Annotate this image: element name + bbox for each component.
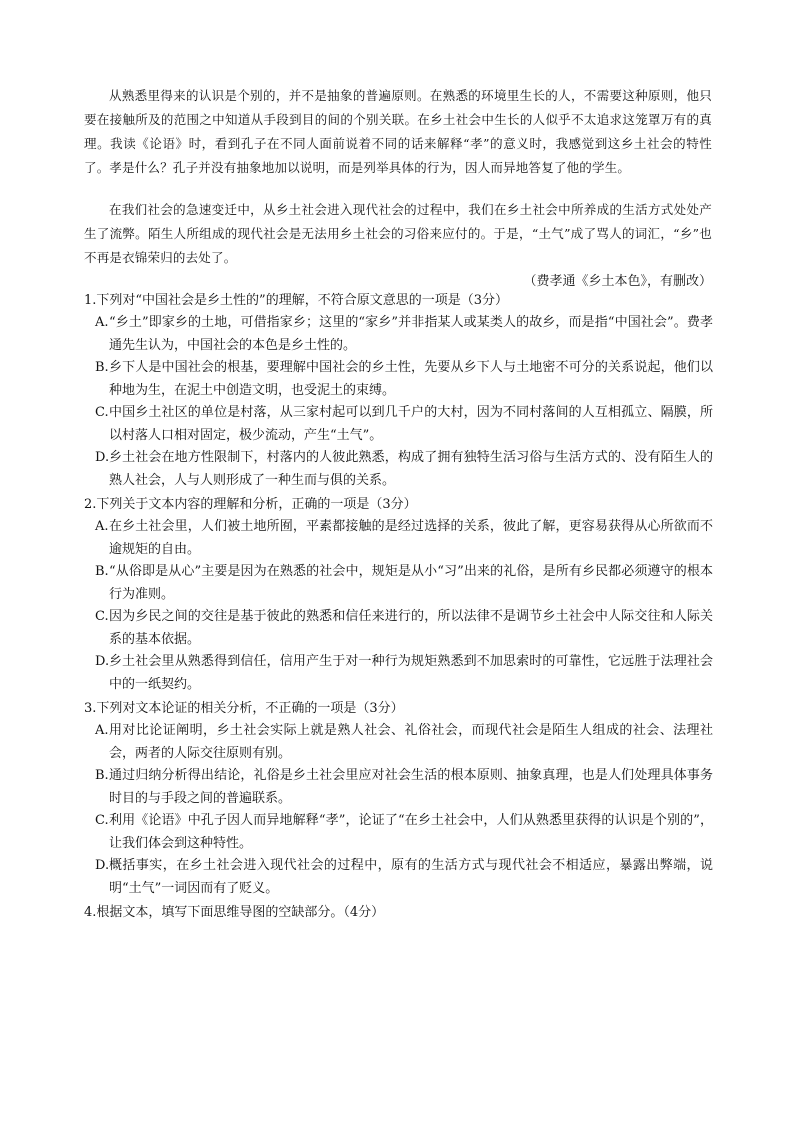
question-stem: 4.根据文本，填写下面思维导图的空缺部分。（4分） bbox=[84, 905, 385, 920]
question-stem: 1.下列对“中国社会是乡土性的”的理解，不符合原文意思的一项是（3分） bbox=[84, 293, 508, 308]
option-label: D. bbox=[95, 858, 110, 873]
option-a[interactable] bbox=[95, 720, 713, 765]
option-text: 在乡土社会里，人们被土地所囿，平素都接触的是经过选择的关系，彼此了解，更容易获得从心所欲而不逾规矩的自由。 bbox=[109, 519, 713, 557]
option-d[interactable] bbox=[95, 651, 713, 696]
question-stem: 3.下列对文本论证的相关分析，不正确的一项是（3分） bbox=[84, 701, 404, 716]
option-text: 通过归纳分析得出结论，礼俗是乡土社会里应对社会生活的根本原则、抽象真理，也是人们处理具体事务时目的与手段之间的普遍联系。 bbox=[109, 768, 713, 806]
option-b[interactable] bbox=[95, 765, 713, 810]
option-label: D. bbox=[95, 654, 110, 669]
option-label: B. bbox=[95, 768, 109, 783]
option-text: 乡土社会在地方性限制下，村落内的人彼此熟悉，构成了拥有独特生活习俗与生活方式的、没有陌生人的熟人社会，人与人则形成了一种生而与俱的关系。 bbox=[109, 450, 713, 488]
passage-paragraph-2: 在我们社会的急速变迁中，从乡土社会进入现代社会的过程中，我们在乡土社会中所养成的生活方式处处产生了流弊。陌生人所组成的现代社会是无法用乡土社会的习俗来应付的。于是，“土气”成了骂人的词汇，“乡”也不再是衣锦荣归的去处了。 bbox=[84, 202, 712, 265]
option-label: C. bbox=[95, 813, 109, 828]
option-text: 乡下人是中国社会的根基，要理解中国社会的乡土性，先要从乡下人与土地密不可分的关系说起，他们以种地为生，在泥土中创造文明，也受泥土的束缚。 bbox=[109, 360, 713, 398]
option-text: 中国乡土社区的单位是村落，从三家村起可以到几千户的大村，因为不同村落间的人互相孤立、隔膜，所以村落人口相对固定，极少流动，产生“土气”。 bbox=[109, 405, 713, 443]
option-text: 因为乡民之间的交往是基于彼此的熟悉和信任来进行的，所以法律不是调节乡土社会中人际交往和人际关系的基本依据。 bbox=[109, 609, 713, 647]
option-b[interactable] bbox=[95, 561, 713, 606]
option-text: 用对比论证阐明，乡土社会实际上就是熟人社会、礼俗社会，而现代社会是陌生人组成的社会、法理社会，两者的人际交往原则有别。 bbox=[109, 723, 713, 761]
option-text: 利用《论语》中孔子因人而异地解释“孝”，论证了“在乡土社会中，人们从熟悉里获得的认识是个别的”，让我们体会到这种特性。 bbox=[109, 813, 713, 851]
option-d[interactable] bbox=[95, 855, 713, 900]
option-text: “乡土”即家乡的土地，可借指家乡；这里的“家乡”并非指某人或某类人的故乡，而是指“中国社会”。费孝通先生认为，中国社会的本色是乡土性的。 bbox=[109, 315, 713, 353]
option-c[interactable] bbox=[95, 402, 713, 447]
option-text: 乡土社会里从熟悉得到信任，信用产生于对一种行为规矩熟悉到不加思索时的可靠性，它远胜于法理社会中的一纸契约。 bbox=[109, 654, 713, 692]
option-label: A. bbox=[95, 519, 109, 534]
option-a[interactable] bbox=[95, 312, 713, 357]
passage-paragraph-1: 从熟悉里得来的认识是个别的，并不是抽象的普遍原则。在熟悉的环境里生长的人，不需要这种原则，他只要在接触所及的范围之中知道从手段到目的间的个别关联。在乡土社会中生长的人似乎不太追求这笼罩万有的真理。我读《论语》时，看到孔子在不同人面前说着不同的话来解释“孝”的意义时，我感觉到这乡土社会的特性了。孝是什么？孔子并没有抽象地加以说明，而是列举具体的行为，因人而异地答复了他的学生。 bbox=[84, 88, 712, 175]
option-label: C. bbox=[95, 405, 109, 420]
option-label: A. bbox=[95, 315, 109, 330]
option-b[interactable] bbox=[95, 357, 713, 402]
option-label: B. bbox=[95, 360, 109, 375]
option-d[interactable] bbox=[95, 447, 713, 492]
option-label: B. bbox=[95, 564, 109, 579]
option-c[interactable] bbox=[95, 810, 713, 855]
option-label: C. bbox=[95, 609, 109, 624]
option-c[interactable] bbox=[95, 606, 713, 651]
question-stem: 2.下列关于文本内容的理解和分析，正确的一项是（3分） bbox=[84, 497, 417, 512]
option-label: D. bbox=[95, 450, 110, 465]
option-text: 概括事实，在乡土社会进入现代社会的过程中，原有的生活方式与现代社会不相适应，暴露出弊端，说明“土气”一词因而有了贬义。 bbox=[109, 858, 713, 896]
option-a[interactable] bbox=[95, 516, 713, 561]
option-label: A. bbox=[95, 723, 109, 738]
passage-source: （费孝通《乡土本色》，有删改） bbox=[523, 274, 712, 289]
option-text: “从俗即是从心”主要是因为在熟悉的社会中，规矩是从小“习”出来的礼俗，是所有乡民都必须遵守的根本行为准则。 bbox=[109, 564, 713, 602]
